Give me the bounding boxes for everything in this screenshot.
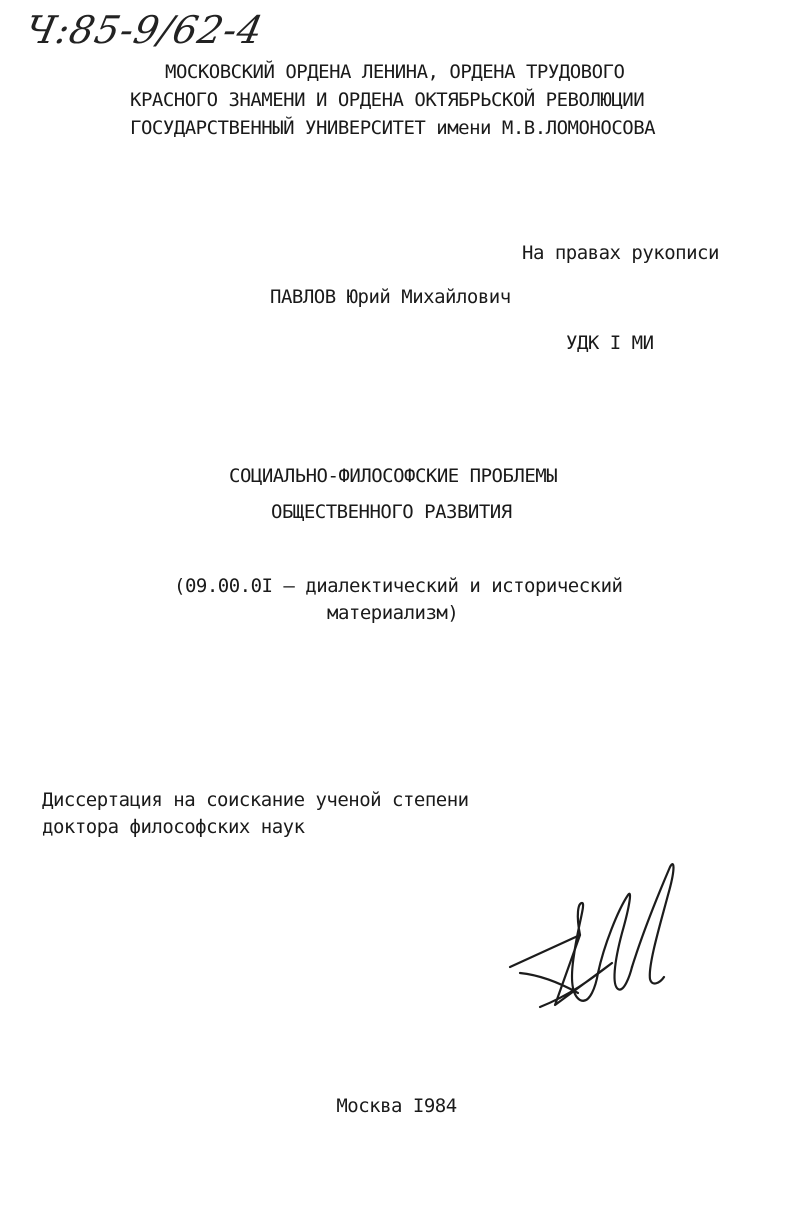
archive-mark: Ч:85-9/62-4 [21,8,268,52]
specialty-line-1: (09.00.0I – диалектический и исторический [174,575,623,597]
manuscript-rights: На правах рукописи [522,242,719,264]
institution-line-3: ГОСУДАРСТВЕННЫЙ УНИВЕРСИТЕТ имени М.В.ЛОМОНОСОВА [130,117,656,139]
institution-line-1: МОСКОВСКИЙ ОРДЕНА ЛЕНИНА, ОРДЕНА ТРУДОВОГО [165,61,625,83]
author-name: ПАВЛОВ Юрий Михайлович [270,286,511,308]
institution-line-2: КРАСНОГО ЗНАМЕНИ И ОРДЕНА ОКТЯБРЬСКОЙ РЕВОЛЮЦИИ [130,89,645,111]
city-year: Москва I984 [336,1095,457,1117]
title-line-2: ОБЩЕСТВЕННОГО РАЗВИТИЯ [271,501,512,523]
degree-line-2: доктора философских наук [42,816,305,838]
signature [500,855,690,1030]
title-line-1: СОЦИАЛЬНО-ФИЛОСОФСКИЕ ПРОБЛЕМЫ [229,465,558,487]
specialty-line-2: материализм) [327,602,459,624]
udc-code: УДК I МИ [566,332,654,354]
degree-line-1: Диссертация на соискание ученой степени [42,789,469,811]
